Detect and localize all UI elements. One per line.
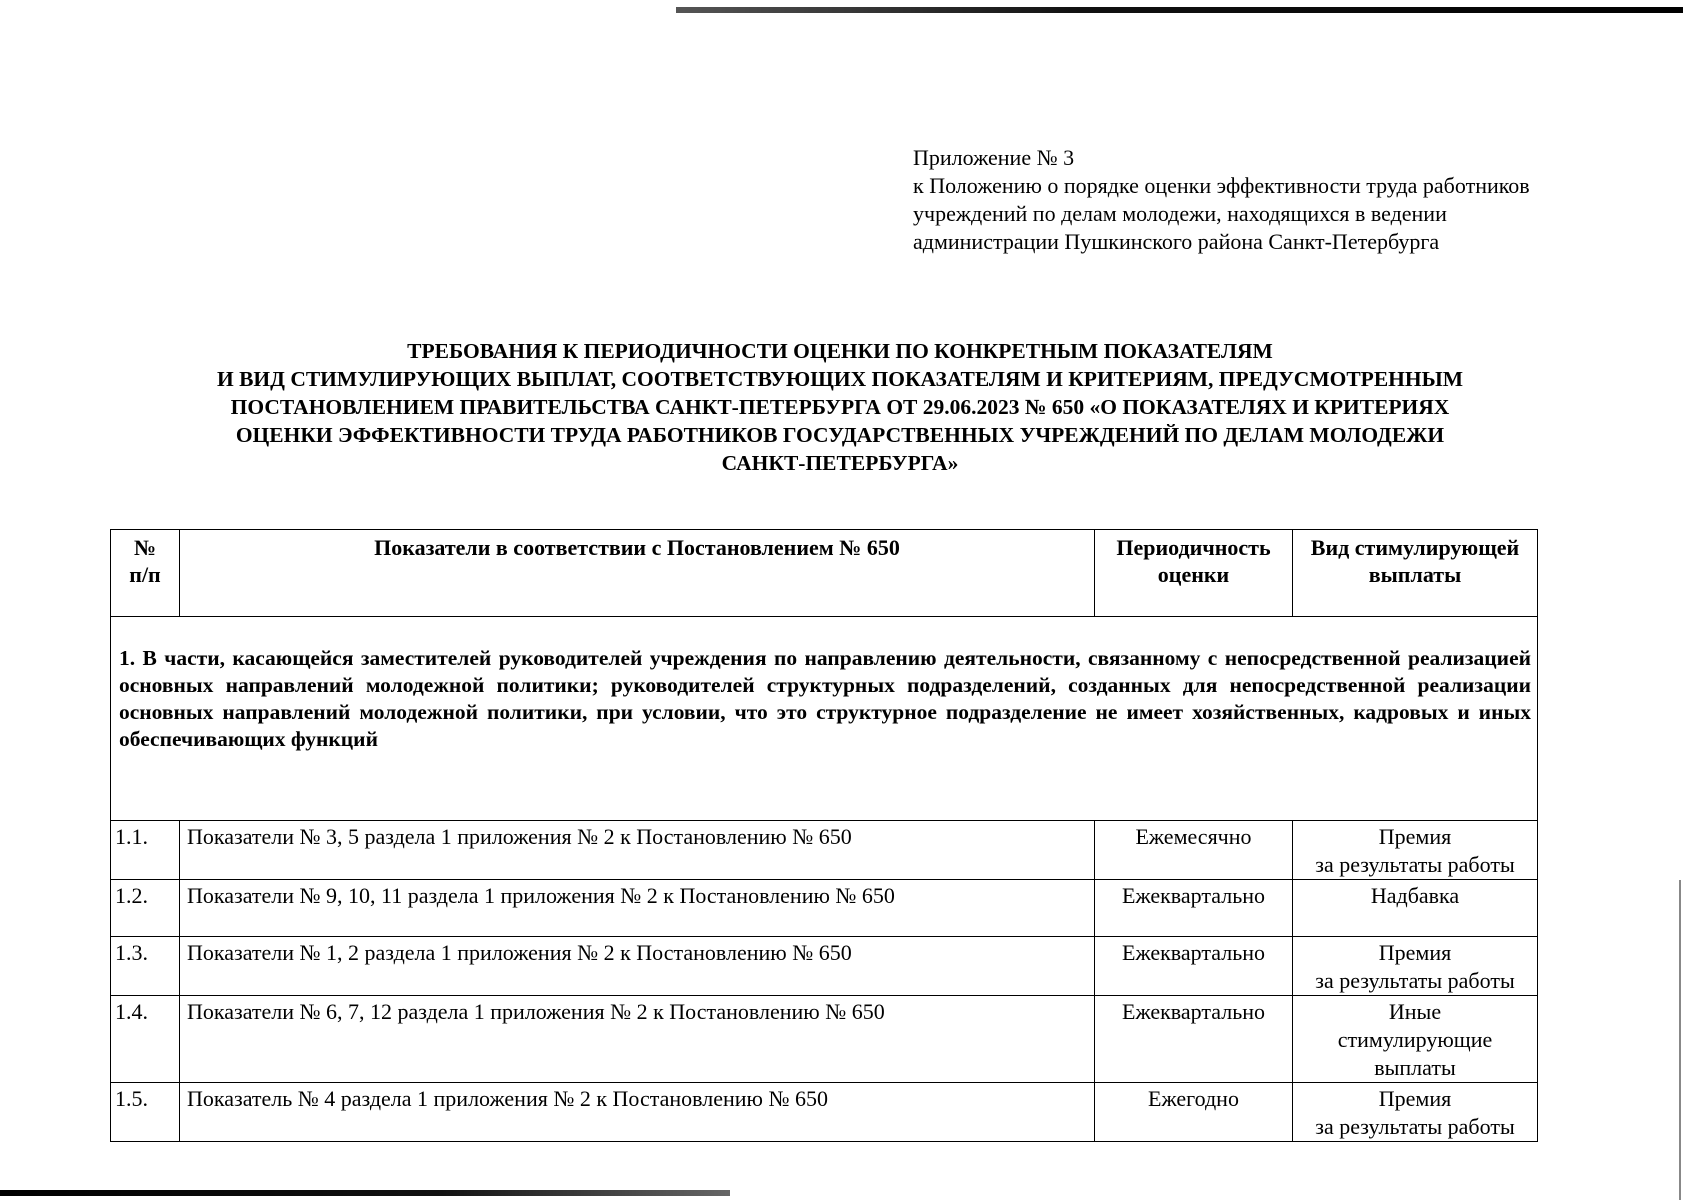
title-line: ТРЕБОВАНИЯ К ПЕРИОДИЧНОСТИ ОЦЕНКИ ПО КОНКРЕТНЫМ ПОКАЗАТЕЛЯМ [407,339,1273,363]
title-line: ОЦЕНКИ ЭФФЕКТИВНОСТИ ТРУДА РАБОТНИКОВ ГОСУДАРСТВЕННЫХ УЧРЕЖДЕНИЙ ПО ДЕЛАМ МОЛОДЕЖИ [235,423,1445,447]
table-row [111,996,1538,1083]
row-payment-type [1293,937,1538,996]
header-number [111,530,180,617]
section-row [111,617,1538,821]
table-row [111,821,1538,880]
document-title [110,337,1570,477]
row-periodicity: Ежегодно [1095,1083,1293,1142]
row-periodicity: Ежеквартально [1095,937,1293,996]
scan-edge-bottom [0,1190,730,1196]
appendix-line: Приложение № 3 [913,145,1075,170]
row-payment-type [1293,880,1538,937]
table-row [111,880,1538,937]
row-number: 1.2. [111,880,180,937]
payment-line: за результаты работы [1315,1114,1515,1139]
payment-line: выплаты [1374,1055,1456,1080]
title-line: И ВИД СТИМУЛИРУЮЩИХ ВЫПЛАТ, СООТВЕТСТВУЮЩИХ ПОКАЗАТЕЛЯМ И КРИТЕРИЯМ, ПРЕДУСМОТРЕННЫМ [216,367,1464,391]
payment-line: за результаты работы [1315,968,1515,993]
row-payment-type [1293,996,1538,1083]
appendix-line: учреждений по делам молодежи, находящихся в ведении [913,201,1447,226]
header-number-line: п/п [129,562,161,587]
payment-line: Надбавка [1370,883,1460,908]
row-number: 1.3. [111,937,180,996]
payment-line: Премия [1378,824,1452,849]
row-payment-type [1293,1083,1538,1142]
payment-line: Премия [1378,940,1452,965]
payment-line: Иные [1388,999,1442,1024]
row-periodicity: Ежеквартально [1095,996,1293,1083]
row-periodicity: Ежемесячно [1095,821,1293,880]
row-number: 1.5. [111,1083,180,1142]
table-header-row [111,530,1538,617]
appendix-reference [913,144,1633,256]
payment-line: стимулирующие [1337,1027,1493,1052]
title-line: САНКТ-ПЕТЕРБУРГА» [721,451,959,475]
header-periodicity-line: Периодичность [1116,535,1271,560]
requirements-table [110,529,1538,1142]
row-indicator: Показатели № 1, 2 раздела 1 приложения № 2 к Постановлению № 650 [180,937,1095,996]
header-number-line: № [133,535,157,560]
row-indicator: Показатель № 4 раздела 1 приложения № 2 к Постановлению № 650 [180,1083,1095,1142]
payment-line: Премия [1378,1086,1452,1111]
section-heading: 1. В части, касающейся заместителей руководителей учреждения по направлению деятельности, связанному с непосредственной реализацией основных направлений молодежной политики; руководителей структурных подразделений, созданных для непосредственной реализации основных направлений молодежной политики, при условии, что это структурное подразделение не имеет хозяйственных, кадровых и иных обеспечивающих функций [111,617,1538,821]
header-payment-type [1293,530,1538,617]
row-indicator: Показатели № 9, 10, 11 раздела 1 приложения № 2 к Постановлению № 650 [180,880,1095,937]
row-indicator: Показатели № 3, 5 раздела 1 приложения № 2 к Постановлению № 650 [180,821,1095,880]
header-payment-line: Вид стимулирующей [1310,535,1520,560]
row-number: 1.4. [111,996,180,1083]
table-row [111,1083,1538,1142]
appendix-line: администрации Пушкинского района Санкт-Петербурга [913,229,1440,254]
appendix-line: к Положению о порядке оценки эффективности труда работников [913,173,1530,198]
payment-line: за результаты работы [1315,852,1515,877]
row-payment-type [1293,821,1538,880]
header-indicators: Показатели в соответствии с Постановлением № 650 [180,530,1095,617]
row-periodicity: Ежеквартально [1095,880,1293,937]
header-periodicity [1095,530,1293,617]
scan-edge-right [1679,880,1681,1200]
header-payment-line: выплаты [1368,562,1462,587]
header-periodicity-line: оценки [1157,562,1230,587]
title-line: ПОСТАНОВЛЕНИЕМ ПРАВИТЕЛЬСТВА САНКТ-ПЕТЕРБУРГА ОТ 29.06.2023 № 650 «О ПОКАЗАТЕЛЯХ И КРИТЕРИЯХ [230,395,1450,419]
row-number: 1.1. [111,821,180,880]
scan-edge-top [676,7,1683,13]
row-indicator: Показатели № 6, 7, 12 раздела 1 приложения № 2 к Постановлению № 650 [180,996,1095,1083]
table-row [111,937,1538,996]
